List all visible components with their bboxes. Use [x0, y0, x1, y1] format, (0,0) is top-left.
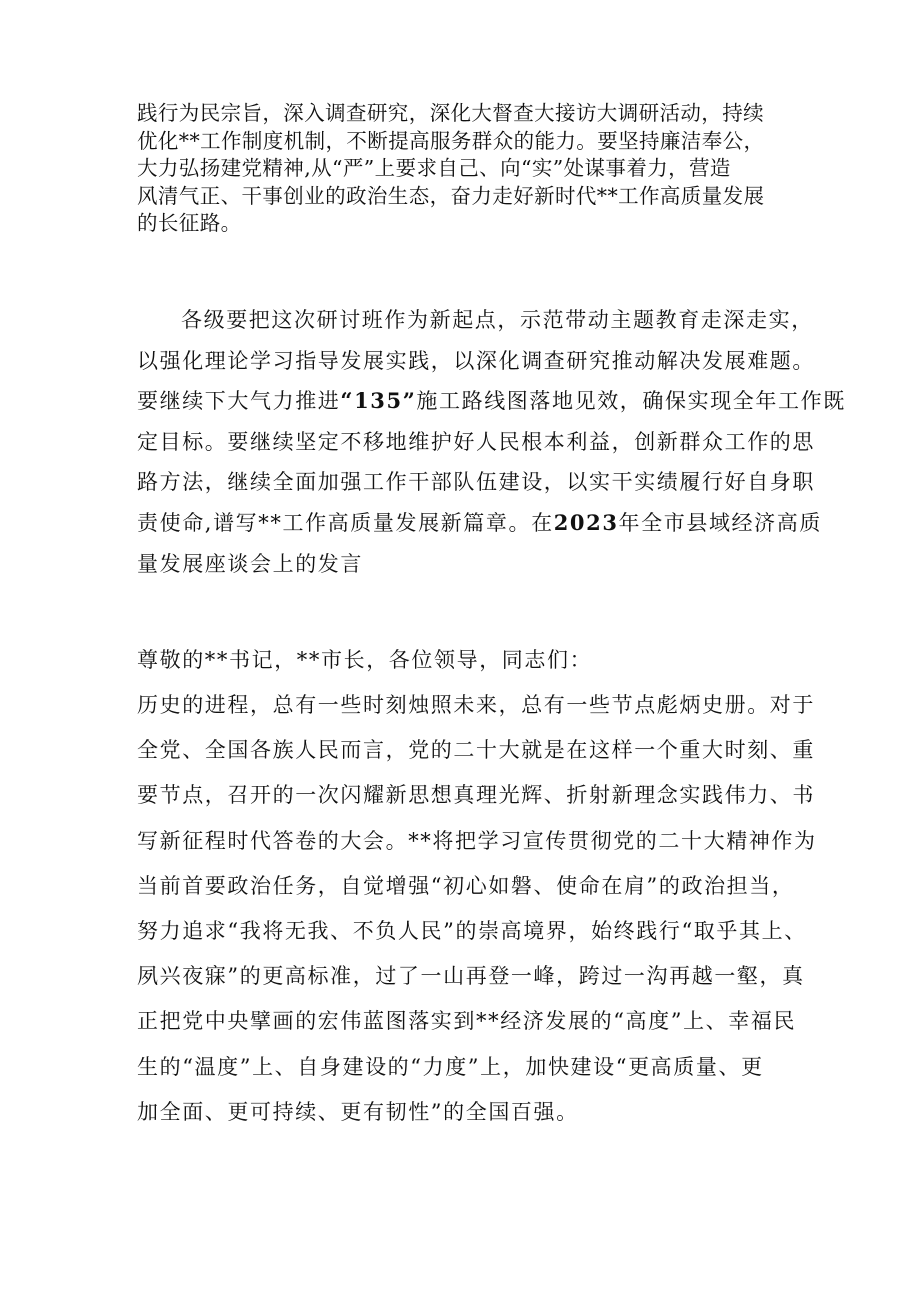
text-span: 年全市县域经济高质 — [618, 510, 822, 535]
text-line: 当前首要政治任务，自觉增强“初心如磐、使命在肩”的政治担当， — [137, 873, 795, 898]
text-line: 全党、全国各族人民而言，党的二十大就是在这样一个重大时刻、重 — [137, 738, 815, 763]
bold-text-135: “135” — [340, 388, 417, 414]
text-line — [137, 503, 822, 544]
text-line — [137, 381, 846, 422]
text-line: 写新征程时代答卷的大会。**将把学习宣传贯彻党的二十大精神作为 — [137, 828, 817, 853]
text-span: 施工路线图落地见效，确保实现全年工作既 — [416, 389, 846, 414]
text-line: 努力追求“我将无我、不负人民”的崇高境界，始终践行“取乎其上、 — [137, 919, 807, 944]
text-line: 正把党中央擘画的宏伟蓝图落实到**经济发展的“高度”上、幸福民 — [137, 1009, 797, 1034]
paragraph-speech-body — [137, 683, 817, 1135]
text-line: 生的“温度”上、自身建设的“力度”上，加快建设“更高质量、更 — [137, 1054, 764, 1079]
text-span: 要继续下大气力推进 — [137, 389, 341, 414]
paragraph-continuation — [137, 100, 797, 238]
text-line: 大力弘扬建党精神,从“严”上要求自己、向“实”处谋事着力，营造 — [137, 156, 731, 181]
text-line: 要节点，召开的一次闪耀新思想真理光辉、折射新理念实践伟力、书 — [137, 783, 815, 808]
text-line: 历史的进程，总有一些时刻烛照未来，总有一些节点彪炳史册。对于 — [137, 693, 815, 717]
text-line: 以强化理论学习指导发展实践，以深化调查研究推动解决发展难题。 — [137, 348, 815, 373]
text-line: 路方法，继续全面加强工作干部队伍建设，以实干实绩履行好自身职 — [137, 470, 815, 495]
text-line: 的长征路。 — [137, 211, 242, 236]
text-line: 优化**工作制度机制，不断提高服务群众的能力。要坚持廉洁奉公， — [137, 128, 765, 153]
salutation: 尊敬的**书记，**市长，各位领导，同志们： — [137, 648, 593, 672]
bold-text-year: 2023 — [553, 509, 619, 535]
text-line: 夙兴夜寐”的更高标准，过了一山再登一峰，跨过一沟再越一壑，真 — [137, 964, 805, 989]
text-line: 量发展座谈会上的发言 — [137, 551, 363, 576]
text-span: 责使命,谱写**工作高质量发展新篇章。在 — [137, 510, 554, 535]
text-line: 风清气正、干事创业的政治生态，奋力走好新时代**工作高质量发展 — [137, 183, 765, 208]
text-line: 践行为民宗旨，深入调查研究，深化大督查大接访大调研活动，持续 — [137, 101, 764, 125]
salutation-block — [137, 640, 797, 681]
text-line: 各级要把这次研讨班作为新起点，示范带动主题教育走深走实， — [181, 308, 814, 332]
text-line: 加全面、更可持续、更有韧性”的全国百强。 — [137, 1099, 579, 1124]
paragraph-study-session — [137, 300, 846, 584]
text-line: 定目标。要继续坚定不移地维护好人民根本利益，创新群众工作的思 — [137, 429, 815, 454]
